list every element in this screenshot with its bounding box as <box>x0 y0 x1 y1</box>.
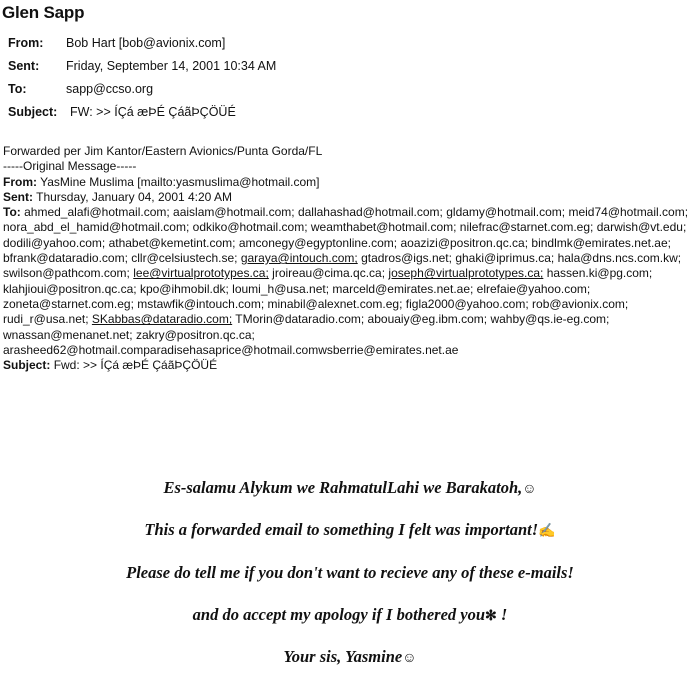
original-subject-value: Fwd: >> ÍÇá æÞÉ ÇáãÞÇÖÜÉ <box>53 358 218 373</box>
recipient-address: joseph@virtualprototypes.ca; <box>388 266 544 281</box>
to-label: To: <box>8 82 27 96</box>
recipient-address: rob@avionix.com; <box>532 296 629 311</box>
recipient-address: figla2000@yahoo.com; <box>405 296 529 311</box>
recipient-address: nora_abd_el_hamid@hotmail.com; <box>3 220 190 235</box>
bow-icon: ✻ <box>485 609 497 624</box>
from-value: Bob Hart [bob@avionix.com] <box>66 36 226 50</box>
recipient-address: hala@dns.ncs.com.kw; <box>557 251 682 266</box>
original-subject-label: Subject: <box>3 358 51 373</box>
recipient-address: athabet@kemetint.com; <box>108 235 236 250</box>
message-line-request: Please do tell me if you don't want to recieve any of these e-mails! <box>126 563 574 582</box>
original-from-label: From: <box>3 174 37 189</box>
original-message-separator: -----Original Message----- <box>3 159 137 174</box>
recipient-address: cllr@celsiustech.se; <box>131 251 238 266</box>
recipient-address: loumi_h@usa.net; <box>232 281 330 296</box>
subject-value: FW: >> ÍÇá æÞÉ ÇáãÞÇÖÜÉ <box>70 105 236 119</box>
recipient-address: meid74@hotmail.com; <box>568 205 689 220</box>
recipient-address: ahmed_alafi@hotmail.com; <box>24 205 170 220</box>
smiley-icon: ☺ <box>402 651 417 666</box>
original-sent-value: Thursday, January 04, 2001 4:20 AM <box>36 189 233 204</box>
original-subject-row <box>3 358 697 373</box>
original-recipients <box>3 205 697 358</box>
recipient-address: ghaki@iprimus.ca; <box>455 251 555 266</box>
to-value: sapp@ccso.org <box>66 82 154 96</box>
message-line-greeting: Es-salamu Alykum we RahmatulLahi we Barakatoh,☺ <box>163 478 537 497</box>
recipient-address: zakry@positron.qc.ca; <box>135 327 255 342</box>
original-to-label: To: <box>3 205 21 220</box>
recipient-address: abouaiy@eg.ibm.com; <box>367 312 488 327</box>
message-line-signature: Your sis, Yasmine☺ <box>283 647 417 666</box>
recipient-address: swilson@pathcom.com; <box>3 266 130 281</box>
forwarded-note: Forwarded per Jim Kantor/Eastern Avionics/Punta Gorda/FL <box>3 144 323 158</box>
recipient-address: gldamy@hotmail.com; <box>446 205 566 220</box>
recipient-address: aoazizi@positron.qc.ca; <box>400 235 529 250</box>
smiley-icon: ☺ <box>522 482 537 497</box>
recipient-address: elrefaie@yahoo.com; <box>476 281 591 296</box>
writing-hand-icon: ✍ <box>538 524 556 539</box>
recipient-address: TMorin@dataradio.com; <box>235 312 365 327</box>
recipient-address: minabil@alexnet.com.eg; <box>267 296 403 311</box>
message-line-apology: and do accept my apology if I bothered you✻ ! <box>192 605 508 624</box>
recipient-address: jroireau@cima.qc.ca; <box>272 266 386 281</box>
original-sent-label: Sent: <box>3 189 33 204</box>
recipient-address: lee@virtualprototypes.ca; <box>133 266 269 281</box>
recipient-address: wahby@qs.ie-eg.com; <box>490 312 610 327</box>
recipient-address: amconegy@egyptonline.com; <box>238 235 398 250</box>
recipient-address: dallahashad@hotmail.com; <box>297 205 443 220</box>
recipient-address: kpo@ihmobil.dk; <box>139 281 229 296</box>
recipient-address: aaislam@hotmail.com; <box>173 205 295 220</box>
recipient-address: bindlmk@emirates.net.ae; <box>531 235 671 250</box>
forwarded-body <box>3 144 697 373</box>
recipient-address: marceld@emirates.net.ae; <box>332 281 474 296</box>
recipient-address: odkiko@hotmail.com; <box>192 220 308 235</box>
recipient-address: bfrank@dataradio.com; <box>3 251 128 266</box>
recipient-address: zoneta@starnet.com.eg; <box>3 296 134 311</box>
sent-value: Friday, September 14, 2001 10:34 AM <box>66 59 277 73</box>
recipient-address: garaya@intouch.com; <box>240 251 358 266</box>
recipient-address: dodili@yahoo.com; <box>3 235 106 250</box>
recipient-address: gtadros@igs.net; <box>361 251 452 266</box>
message-line-forward: This a forwarded email to something I felt was important!✍ <box>144 520 556 539</box>
recipient-address: klahjioui@positron.qc.ca; <box>3 281 137 296</box>
recipient-address: rudi_r@usa.net; <box>3 312 89 327</box>
recipient-address: wnassan@menanet.net; <box>3 327 133 342</box>
recipient-address: SKabbas@dataradio.com; <box>91 312 233 327</box>
subject-label: Subject: <box>8 105 58 119</box>
from-label: From: <box>8 36 44 50</box>
sent-label: Sent: <box>8 59 40 73</box>
recipient-address: hassen.ki@pg.com; <box>546 266 653 281</box>
original-from-value: YasMine Muslima [mailto:yasmuslima@hotmail.com] <box>40 174 320 189</box>
mailbox-owner-name: Glen Sapp <box>2 3 85 22</box>
original-sent-row <box>3 190 697 205</box>
recipient-address: arasheed62@hotmail.comparadisehasaprice@hotmail.comwsberrie@emirates.net.ae <box>3 342 459 357</box>
recipient-address: nilefrac@starnet.com.eg; <box>459 220 594 235</box>
recipient-address: weamthabet@hotmail.com; <box>310 220 457 235</box>
recipient-address: darwish@vt.edu; <box>596 220 687 235</box>
recipient-address: mstawfik@intouch.com; <box>137 296 265 311</box>
original-from-row <box>3 175 697 190</box>
